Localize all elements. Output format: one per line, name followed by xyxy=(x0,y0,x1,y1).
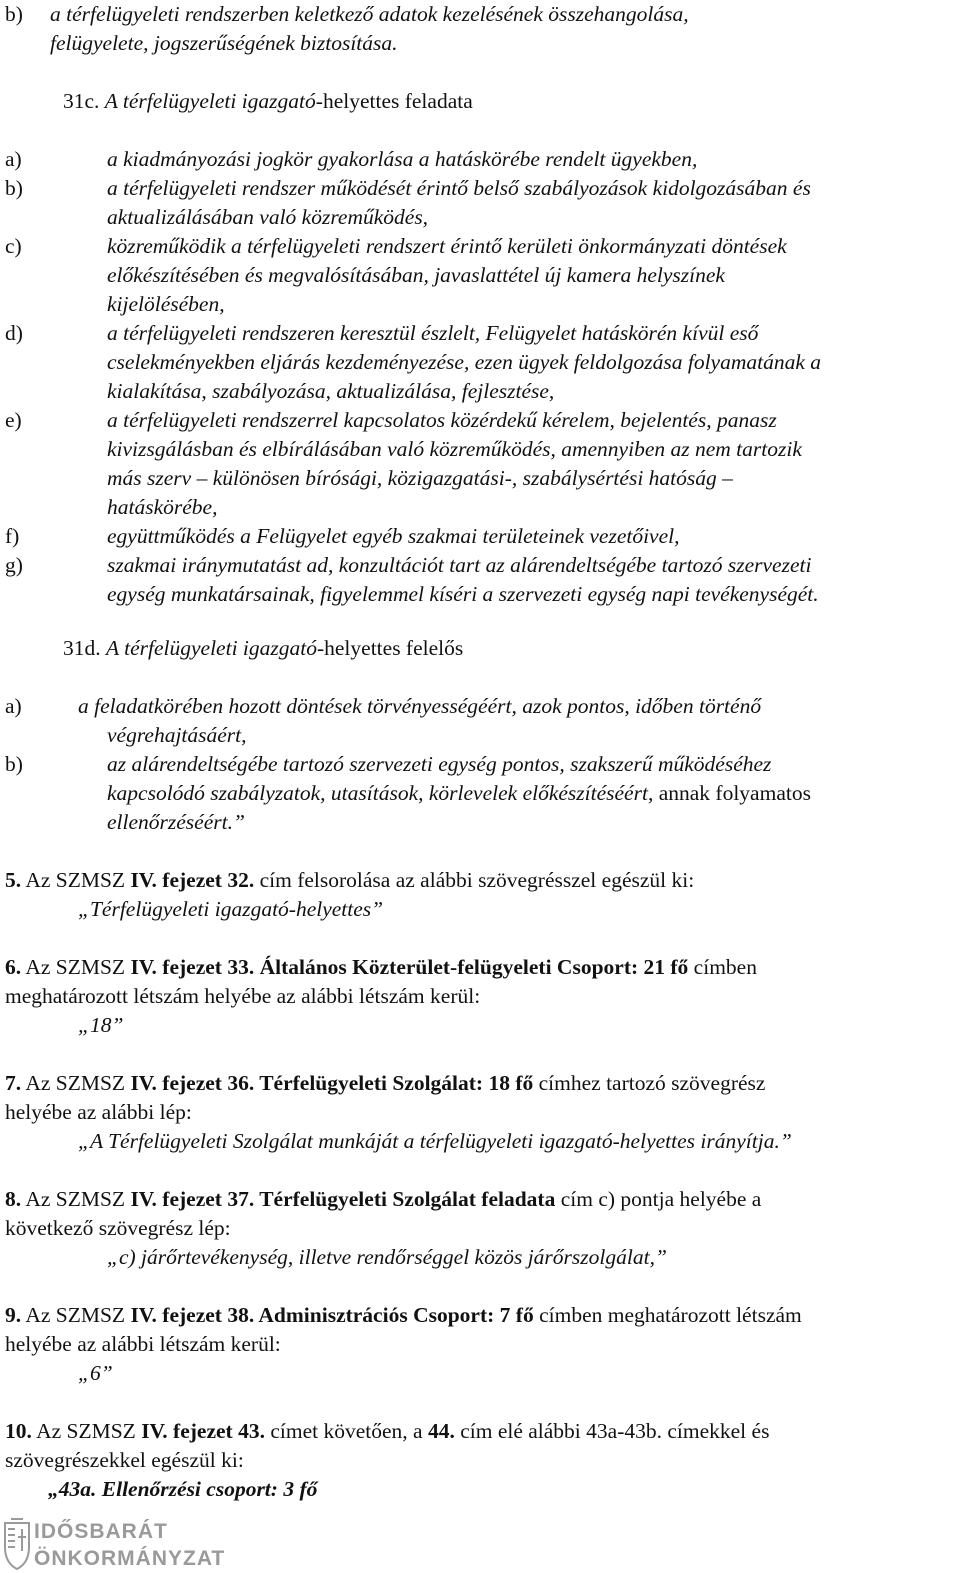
quote: „6” xyxy=(78,1361,113,1385)
paragraph-bold: IV. fejezet 32. xyxy=(130,868,255,892)
paragraph-number: 10. xyxy=(5,1419,32,1443)
item-label: b) xyxy=(5,176,23,200)
paragraph-7 xyxy=(5,1069,955,1098)
paragraph-bold: IV. fejezet 36. Térfelügyeleti Szolgálat: 18 fő xyxy=(130,1071,534,1095)
section-number: 31c. xyxy=(63,89,100,113)
paragraph-bold: IV. fejezet 33. Általános Közterület-felügyeleti Csoport: 21 fő xyxy=(130,955,689,979)
paragraph-9 xyxy=(5,1301,955,1330)
item-line: a térfelügyeleti rendszerrel kapcsolatos közérdekű kérelem, bejelentés, panasz xyxy=(107,408,777,432)
item-line: végrehajtásáért, xyxy=(107,723,247,747)
paragraph-text: Az SZMSZ xyxy=(21,1303,131,1327)
paragraph-bold: IV. fejezet 38. Adminisztrációs Csoport: 7 fő xyxy=(130,1303,534,1327)
paragraph-line: meghatározott létszám helyébe az alábbi létszám kerül: xyxy=(5,984,481,1008)
item-line: cselekményekben eljárás kezdeményezése, ezen ügyek feldolgozása folyamatának a xyxy=(107,350,822,374)
paragraph-text: Az SZMSZ xyxy=(21,868,131,892)
logo-line: IDŐSBARÁT xyxy=(34,1520,168,1543)
section-title-italic: A térfelügyeleti igazgató xyxy=(106,636,317,660)
item-label: e) xyxy=(5,408,22,432)
item-text xyxy=(107,750,955,779)
item-line: ellenőrzéséért.” xyxy=(107,810,245,834)
idosbarat-logo xyxy=(0,1517,240,1573)
item-line-italic: kapcsolódó szabályzatok, utasítások, körlevelek előkészítéséért, xyxy=(107,781,654,805)
section-title-italic: A térfelügyeleti igazgató xyxy=(104,89,316,113)
item-label: b) xyxy=(5,2,23,26)
item-label: b) xyxy=(5,752,23,776)
paragraph-text: Az SZMSZ xyxy=(21,1187,131,1211)
item-line: az alárendeltségébe tartozó szervezeti egység pontos, szakszerű működéséhez xyxy=(107,752,772,776)
paragraph-number: 6. xyxy=(5,955,22,979)
paragraph-text: címet követően, a xyxy=(264,1419,428,1443)
item-line: kijelölésében, xyxy=(107,292,225,316)
item-line: előkészítésében és megvalósításában, javaslattétel új kamera helyszínek xyxy=(107,263,725,287)
logo-line: ÖNKORMÁNYZAT xyxy=(34,1547,226,1570)
item-line: szakmai iránymutatást ad, konzultációt tart az alárendeltségébe tartozó szervezeti xyxy=(107,553,812,577)
paragraph-number: 7. xyxy=(5,1071,22,1095)
section-heading-31c xyxy=(63,87,473,116)
quote: „A Térfelügyeleti Szolgálat munkáját a térfelügyeleti igazgató-helyettes irányítja.” xyxy=(78,1129,792,1153)
paragraph-number: 9. xyxy=(5,1303,22,1327)
paragraph-bold: IV. fejezet 43. xyxy=(141,1419,265,1443)
paragraph-bold: 44. xyxy=(427,1419,455,1443)
quote: „18” xyxy=(78,1013,124,1037)
paragraph-text: címhez tartozó szövegrész xyxy=(533,1071,766,1095)
item-line: más szerv – különösen bírósági, közigazgatási-, szabálysértési hatóság – xyxy=(107,466,733,490)
item-line: kivizsgálásban és elbírálásában való közreműködés, amennyiben az nem tartozik xyxy=(107,437,802,461)
item-label: a) xyxy=(5,694,22,718)
item-line-rest: annak folyamatos xyxy=(653,781,811,805)
paragraph-text: Az SZMSZ xyxy=(21,955,131,979)
item-line: aktualizálásában való közreműködés, xyxy=(107,205,429,229)
paragraph-text: címben xyxy=(688,955,757,979)
item-line: a térfelügyeleti rendszer működését érintő belső szabályozások kidolgozásában és xyxy=(107,176,811,200)
item-line: felügyelete, jogszerűségének biztosítása. xyxy=(50,31,398,55)
paragraph-5 xyxy=(5,866,694,895)
paragraph-text: cím felsorolása az alábbi szövegrésszel egészül ki: xyxy=(254,868,695,892)
paragraph-number: 8. xyxy=(5,1187,22,1211)
paragraph-text: címben meghatározott létszám xyxy=(533,1303,802,1327)
item-label: c) xyxy=(5,234,22,258)
paragraph-line: helyébe az alábbi lép: xyxy=(5,1100,192,1124)
paragraph-line: szövegrészekkel egészül ki: xyxy=(5,1448,244,1472)
paragraph-number: 5. xyxy=(5,868,22,892)
item-line: közreműködik a térfelügyeleti rendszert érintő kerületi önkormányzati döntések xyxy=(107,234,787,258)
paragraph-text: cím c) pontja helyébe a xyxy=(555,1187,762,1211)
item-label: f) xyxy=(5,524,20,548)
item-line: a feladatkörében hozott döntések törvényességéért, azok pontos, időben történő xyxy=(78,694,762,718)
paragraph-10 xyxy=(5,1417,955,1446)
item-line: egység munkatársainak, figyelemmel kíséri a szervezeti egység napi tevékenységét. xyxy=(107,582,819,606)
section-title-rest: -helyettes feladata xyxy=(315,89,473,113)
paragraph-bold: IV. fejezet 37. Térfelügyeleti Szolgálat feladata xyxy=(130,1187,556,1211)
item-line: a térfelügyeleti rendszeren keresztül észlelt, Felügyelet hatáskörén kívül eső xyxy=(107,321,759,345)
quote: „Térfelügyeleti igazgató-helyettes” xyxy=(78,897,384,921)
paragraph-line: helyébe az alábbi létszám kerül: xyxy=(5,1332,281,1356)
item-line: hatáskörébe, xyxy=(107,495,218,519)
item-text xyxy=(78,692,955,721)
item-line: a térfelügyeleti rendszerben keletkező adatok kezelésének összehangolása, xyxy=(50,2,689,26)
paragraph-6 xyxy=(5,953,955,982)
item-line: együttműködés a Felügyelet egyéb szakmai területeinek vezetőivel, xyxy=(107,524,680,548)
coat-of-arms-icon xyxy=(2,1517,32,1573)
item-line: kialakítása, szabályozása, aktualizálása, fejlesztése, xyxy=(107,379,555,403)
item-line: a kiadmányozási jogkör gyakorlása a hatáskörébe rendelt ügyekben, xyxy=(107,147,698,171)
quote: „c) járőrtevékenység, illetve rendőrséggel közös járőrszolgálat,” xyxy=(107,1245,667,1269)
paragraph-text: cím elé alábbi 43a-43b. címekkel és xyxy=(454,1419,770,1443)
paragraph-text: Az SZMSZ xyxy=(31,1419,142,1443)
item-label: d) xyxy=(5,321,23,345)
section-title-rest: -helyettes felelős xyxy=(316,636,464,660)
item-line xyxy=(107,779,811,808)
item-label: a) xyxy=(5,147,22,171)
paragraph-8 xyxy=(5,1185,955,1214)
item-text xyxy=(50,0,955,29)
paragraph-text: Az SZMSZ xyxy=(21,1071,131,1095)
section-heading-31d xyxy=(63,634,463,663)
quote: „43a. Ellenőrzési csoport: 3 fő xyxy=(48,1477,318,1501)
section-number: 31d. xyxy=(63,636,101,660)
item-label: g) xyxy=(5,553,23,577)
paragraph-line: következő szövegrész lép: xyxy=(5,1216,231,1240)
